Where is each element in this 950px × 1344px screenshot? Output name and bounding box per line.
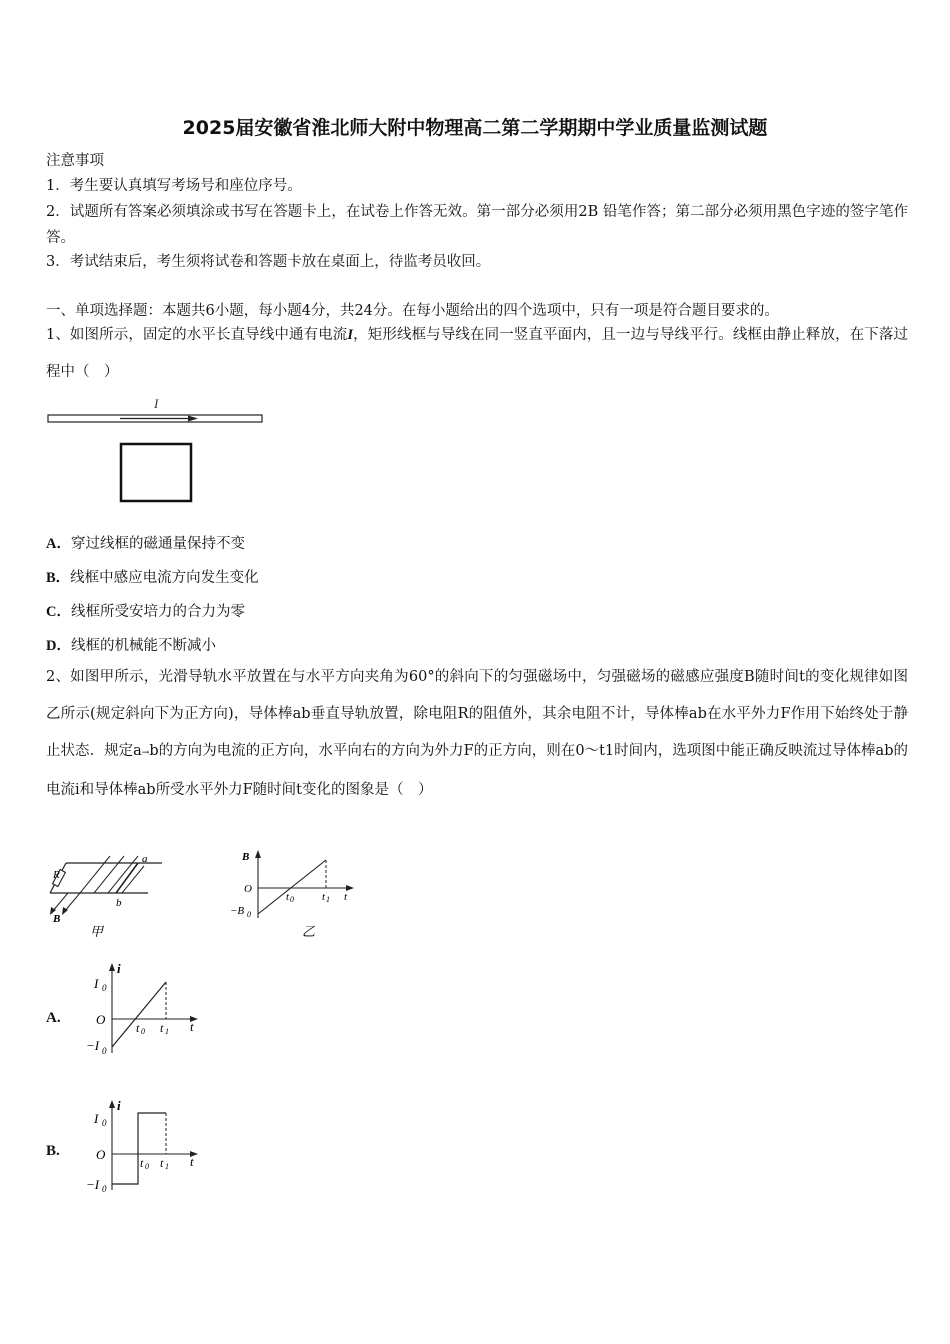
label-negB0: −B <box>230 905 245 917</box>
label-R: R <box>53 869 60 881</box>
notice-item-2: 2．试题所有答案必须填涂或书写在答题卡上，在试卷上作答无效。第一部分必须用2B 铅笔作答；第二部分必须用黑色字迹的签字笔作答。 <box>46 204 908 246</box>
q2-stem-part-b: b的方向为电流的正方向，水平向右的方向为外力F的正方向，则在0～t1时间内，选项图中能正确反映流过导体棒ab的电流i和导体棒ab所受水平外力F随时间t变化的图象是（ ） <box>46 743 908 798</box>
rect-loop <box>121 444 191 501</box>
label-t0-sub: 0 <box>290 895 294 904</box>
label-t0: t <box>140 1156 144 1170</box>
q1-stem-part-a: 1、如图所示，固定的水平长直导线中通有电流 <box>46 327 348 343</box>
label-I0: I <box>94 1111 99 1126</box>
label-O: O <box>244 883 252 895</box>
q1-option-b-text: 线框中感应电流方向发生变化 <box>70 570 259 586</box>
label-t0-sub: 0 <box>145 1162 149 1171</box>
q1-stem-var: I <box>347 327 354 343</box>
caption-jia: 甲 <box>90 924 104 939</box>
label-t0-sub: 0 <box>141 1027 145 1036</box>
label-t: t <box>344 891 348 903</box>
figure-yi <box>226 846 366 942</box>
label-negI0-sub: 0 <box>102 1046 107 1056</box>
label-t1-sub: 1 <box>326 895 330 904</box>
q1-option-d-text: 线框的机械能不断减小 <box>70 638 216 654</box>
label-I0-sub: 0 <box>102 1118 107 1128</box>
question-2-stem <box>46 659 908 809</box>
label-t1: t <box>160 1156 164 1170</box>
q1-figure <box>40 392 270 510</box>
q1-option-d-letter: D． <box>46 638 71 654</box>
label-b: b <box>116 897 122 909</box>
label-B: B <box>242 851 250 863</box>
q1-option-c[interactable] <box>46 600 245 621</box>
label-t: t <box>190 1019 194 1034</box>
q1-option-a-text: 穿过线框的磁通量保持不变 <box>70 536 245 552</box>
q1-option-a[interactable] <box>46 532 245 553</box>
question-1-stem <box>46 317 908 391</box>
label-i: i <box>117 1098 121 1113</box>
label-O: O <box>96 1012 106 1027</box>
current-label: I <box>154 396 159 411</box>
figure-jia <box>44 848 174 940</box>
section-heading: 一、单项选择题：本题共6小题，每小题4分，共24分。在每小题给出的四个选项中，只有一项是符合题目要求的。 <box>46 303 779 319</box>
q2-option-b-graph[interactable] <box>84 1092 204 1196</box>
q2-stem-arrow: → <box>141 748 150 758</box>
label-B: B <box>53 913 61 925</box>
q1-option-c-letter: C． <box>46 604 71 620</box>
label-t: t <box>190 1154 194 1169</box>
q1-stem-part-b: ，矩形线框与导线在同一竖直平面内，且一边与导线平行。线框由静止释放，在下落过程中（ ） <box>46 327 908 380</box>
notice-item-1: 1．考生要认真填写考场号和座位序号。 <box>46 178 302 194</box>
label-negI0: −I <box>86 1038 100 1053</box>
q1-option-d[interactable] <box>46 634 216 655</box>
q1-option-b[interactable] <box>46 566 259 587</box>
q2-option-a-letter[interactable]: A. <box>46 1010 61 1026</box>
q2-stem-part-a: 2、如图甲所示，光滑导轨水平放置在与水平方向夹角为60°的斜向下的匀强磁场中，匀强磁场的磁感应强度B随时间t的变化规律如图乙所示(规定斜向下为正方向)，导体棒ab垂直导轨放置，除电阻R的阻值外，其余电阻不计，导体棒ab在水平外力F作用下始终处于静止状态．规定a <box>46 669 908 759</box>
label-I0: I <box>94 976 99 991</box>
label-t1: t <box>322 891 326 903</box>
label-t0: t <box>286 891 290 903</box>
q2-option-a-graph[interactable] <box>84 957 204 1061</box>
current-line <box>112 982 166 1047</box>
label-t1: t <box>160 1021 164 1035</box>
label-negI0-sub: 0 <box>102 1184 107 1194</box>
q1-option-a-letter: A． <box>46 536 71 552</box>
label-negI0: −I <box>86 1177 100 1192</box>
current-step <box>112 1113 166 1184</box>
caption-yi: 乙 <box>302 924 316 939</box>
b-line <box>258 860 326 914</box>
label-t1-sub: 1 <box>165 1027 169 1036</box>
label-t1-sub: 1 <box>165 1162 169 1171</box>
q1-option-b-letter: B． <box>46 570 71 586</box>
label-O: O <box>96 1147 106 1162</box>
page-title: 2025届安徽省淮北师大附中物理高二第二学期期中学业质量监测试题 <box>182 117 768 139</box>
q2-option-b-letter[interactable]: B. <box>46 1143 60 1159</box>
notice-item-3: 3．考试结束后，考生须将试卷和答题卡放在桌面上，待监考员收回。 <box>46 254 491 270</box>
q1-option-c-text: 线框所受安培力的合力为零 <box>70 604 245 620</box>
notice-heading: 注意事项 <box>46 153 104 169</box>
label-t0: t <box>136 1021 140 1035</box>
label-i: i <box>117 961 121 976</box>
label-I0-sub: 0 <box>102 983 107 993</box>
label-negB0-sub: 0 <box>247 910 251 919</box>
label-a: a <box>142 853 148 865</box>
